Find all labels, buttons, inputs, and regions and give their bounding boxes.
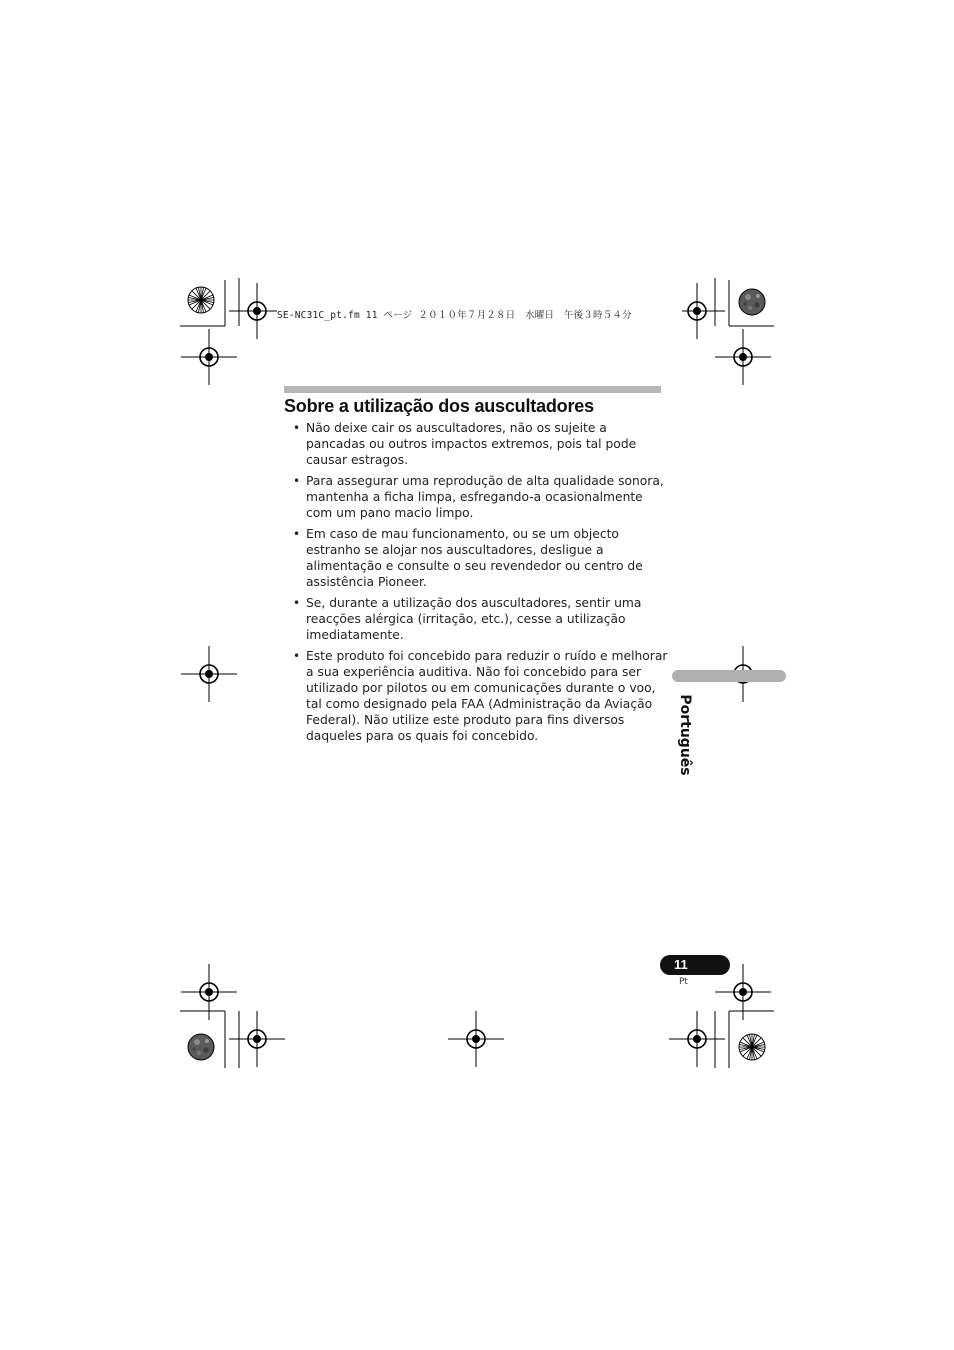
list-item-text: Para assegurar uma reprodução de alta qualidade sonora, mantenha a ficha limpa, esfregando-a ocasionalmente com um pano macio limpo.	[306, 474, 664, 520]
language-side-tab	[672, 670, 786, 682]
bullet-icon: •	[293, 527, 301, 541]
language-code: Pt	[679, 977, 688, 987]
bullet-icon: •	[293, 596, 301, 610]
page-number-badge: 11	[660, 955, 730, 975]
list-item	[293, 420, 668, 468]
section-title: Sobre a utilização dos auscultadores	[284, 396, 594, 416]
file-info-header: SE-NC31C_pt.fm 11 ページ ２０１０年７月２８日 水曜日 午後３時５４分	[277, 307, 682, 323]
list-item	[293, 526, 668, 590]
bullet-icon: •	[293, 474, 301, 488]
list-item-text: Se, durante a utilização dos auscultadores, sentir uma reacções alérgica (irritação, etc.), cesse a utilização imediatamente.	[306, 596, 642, 642]
list-item	[293, 473, 668, 521]
bullet-list	[293, 420, 668, 749]
bullet-icon: •	[293, 649, 301, 663]
list-item	[293, 648, 668, 744]
list-item	[293, 595, 668, 643]
list-item-text: Este produto foi concebido para reduzir o ruído e melhorar a sua experiência auditiva. Não foi concebido para ser utilizado por pilotos ou em comunicações durante o voo, tal como designado pela FAA (Administração da Aviação Federal). Não utilize este produto para fins diversos daqueles para os quais foi concebido.	[306, 649, 668, 743]
section-rule-bar	[284, 386, 661, 393]
language-side-label: Português	[677, 694, 693, 776]
list-item-text: Em caso de mau funcionamento, ou se um objecto estranho se alojar nos auscultadores, desligue a alimentação e consulte o seu revendedor ou centro de assistência Pioneer.	[306, 527, 643, 589]
bullet-icon: •	[293, 421, 301, 435]
list-item-text: Não deixe cair os auscultadores, não os sujeite a pancadas ou outros impactos extremos, pois tal pode causar estragos.	[306, 421, 637, 467]
